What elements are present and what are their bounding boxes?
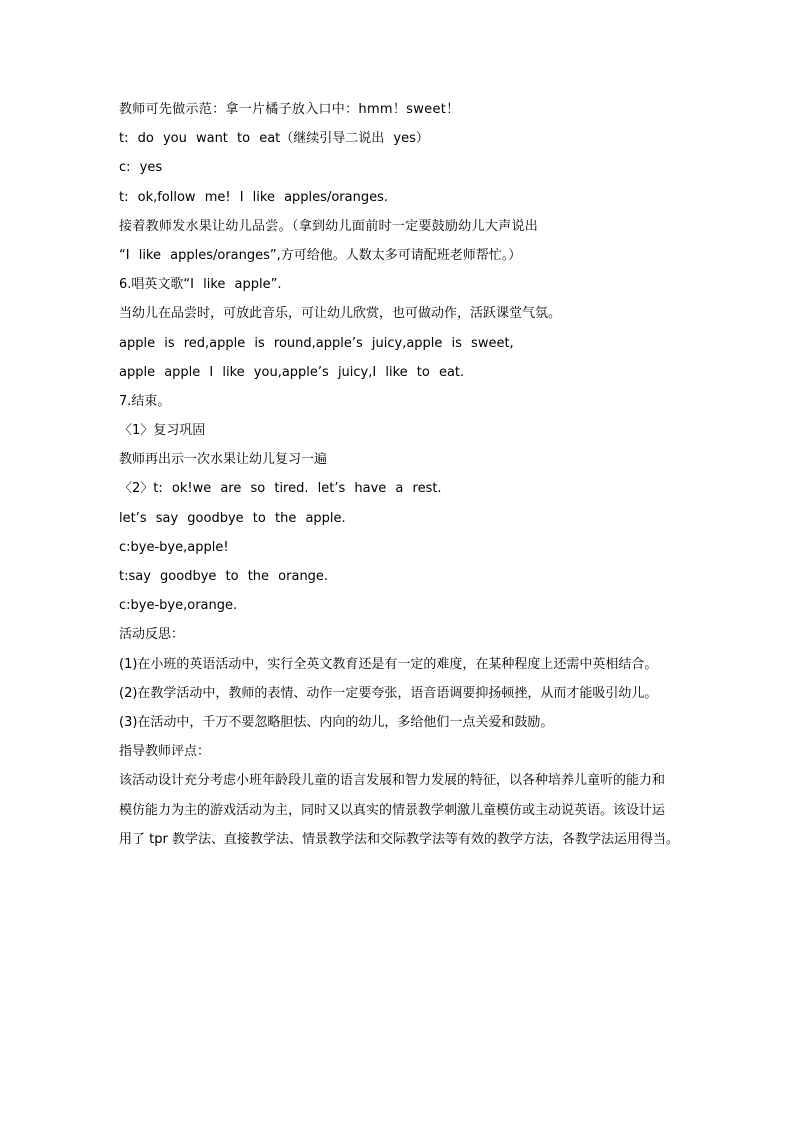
text-line-rest: 〈2〉t: ok!we are so tired. let’s have a rest.: [119, 481, 442, 497]
text-line-say-like: “I like apples/oranges”,方可给他。人数太多可请配班老师帮忙。）: [119, 247, 522, 263]
text-line-song-lyric-2: apple apple I like you,apple’s juicy,I like to eat.: [119, 364, 465, 380]
text-line-music-note: 当幼儿在品尝时，可放此音乐，可让幼儿欣赏，也可做动作，活跃课堂气氛。: [119, 306, 562, 322]
text-line-reflection-3: (3)在活动中，千万不要忽略胆怯、内向的幼儿，多给他们一点关爱和鼓励。: [119, 714, 554, 730]
text-line-goodbye-orange: t:say goodbye to the orange.: [119, 569, 329, 584]
text-line-taste-fruit: 接着教师发水果让幼儿品尝。（拿到幼儿面前时一定要鼓励幼儿大声说出: [119, 218, 539, 234]
text-line-review: 〈1〉复习巩固: [119, 423, 206, 439]
text-line-teacher-question: t: do you want to eat（继续引导二说出 yes）: [119, 131, 429, 147]
text-line-bye-orange: c:bye-bye,orange.: [119, 598, 238, 614]
text-line-comment-heading: 指导教师评点：: [119, 744, 211, 760]
comment-line-2: 模仿能力为主的游戏活动为主，同时又以真实的情景教学刺激儿童模仿或主动说英语。该设计运: [119, 802, 666, 818]
document-body: [119, 100, 679, 859]
comment-line-1: 该活动设计充分考虑小班年龄段儿童的语言发展和智力发展的特征，以各种培养儿童听的能力和: [119, 773, 666, 789]
text-line-follow-me: t: ok,follow me! I like apples/oranges.: [119, 189, 388, 205]
text-line-review-detail: 教师再出示一次水果让幼儿复习一遍: [119, 452, 328, 468]
text-line-reflection-2: (2)在教学活动中，教师的表情、动作一定要夸张，语音语调要抑扬顿挫，从而才能吸引幼儿。: [119, 685, 658, 701]
text-line-demo: 教师可先做示范：拿一片橘子放入口中：hmm！sweet！: [119, 102, 460, 117]
text-line-reflection-heading: 活动反思：: [119, 627, 185, 643]
text-line-reflection-1: (1)在小班的英语活动中，实行全英文教育还是有一定的难度，在某种程度上还需中英相结合。: [119, 656, 658, 672]
text-line-goodbye-apple: let’s say goodbye to the apple.: [119, 510, 346, 526]
text-line-song-lyric-1: apple is red,apple is round,apple’s juicy,apple is sweet,: [119, 335, 514, 351]
comment-line-3: 用了 tpr 教学法、直接教学法、情景教学法和交际教学法等有效的教学方法，各教学法运用得当。: [119, 831, 679, 847]
text-line-child-answer: c: yes: [119, 160, 163, 176]
text-line-bye-apple: c:bye-bye,apple!: [119, 539, 229, 555]
text-line-ending-heading: 7.结束。: [119, 393, 171, 409]
comment-paragraph: [119, 771, 679, 859]
text-line-song-heading: 6.唱英文歌“I like apple”.: [119, 277, 282, 293]
